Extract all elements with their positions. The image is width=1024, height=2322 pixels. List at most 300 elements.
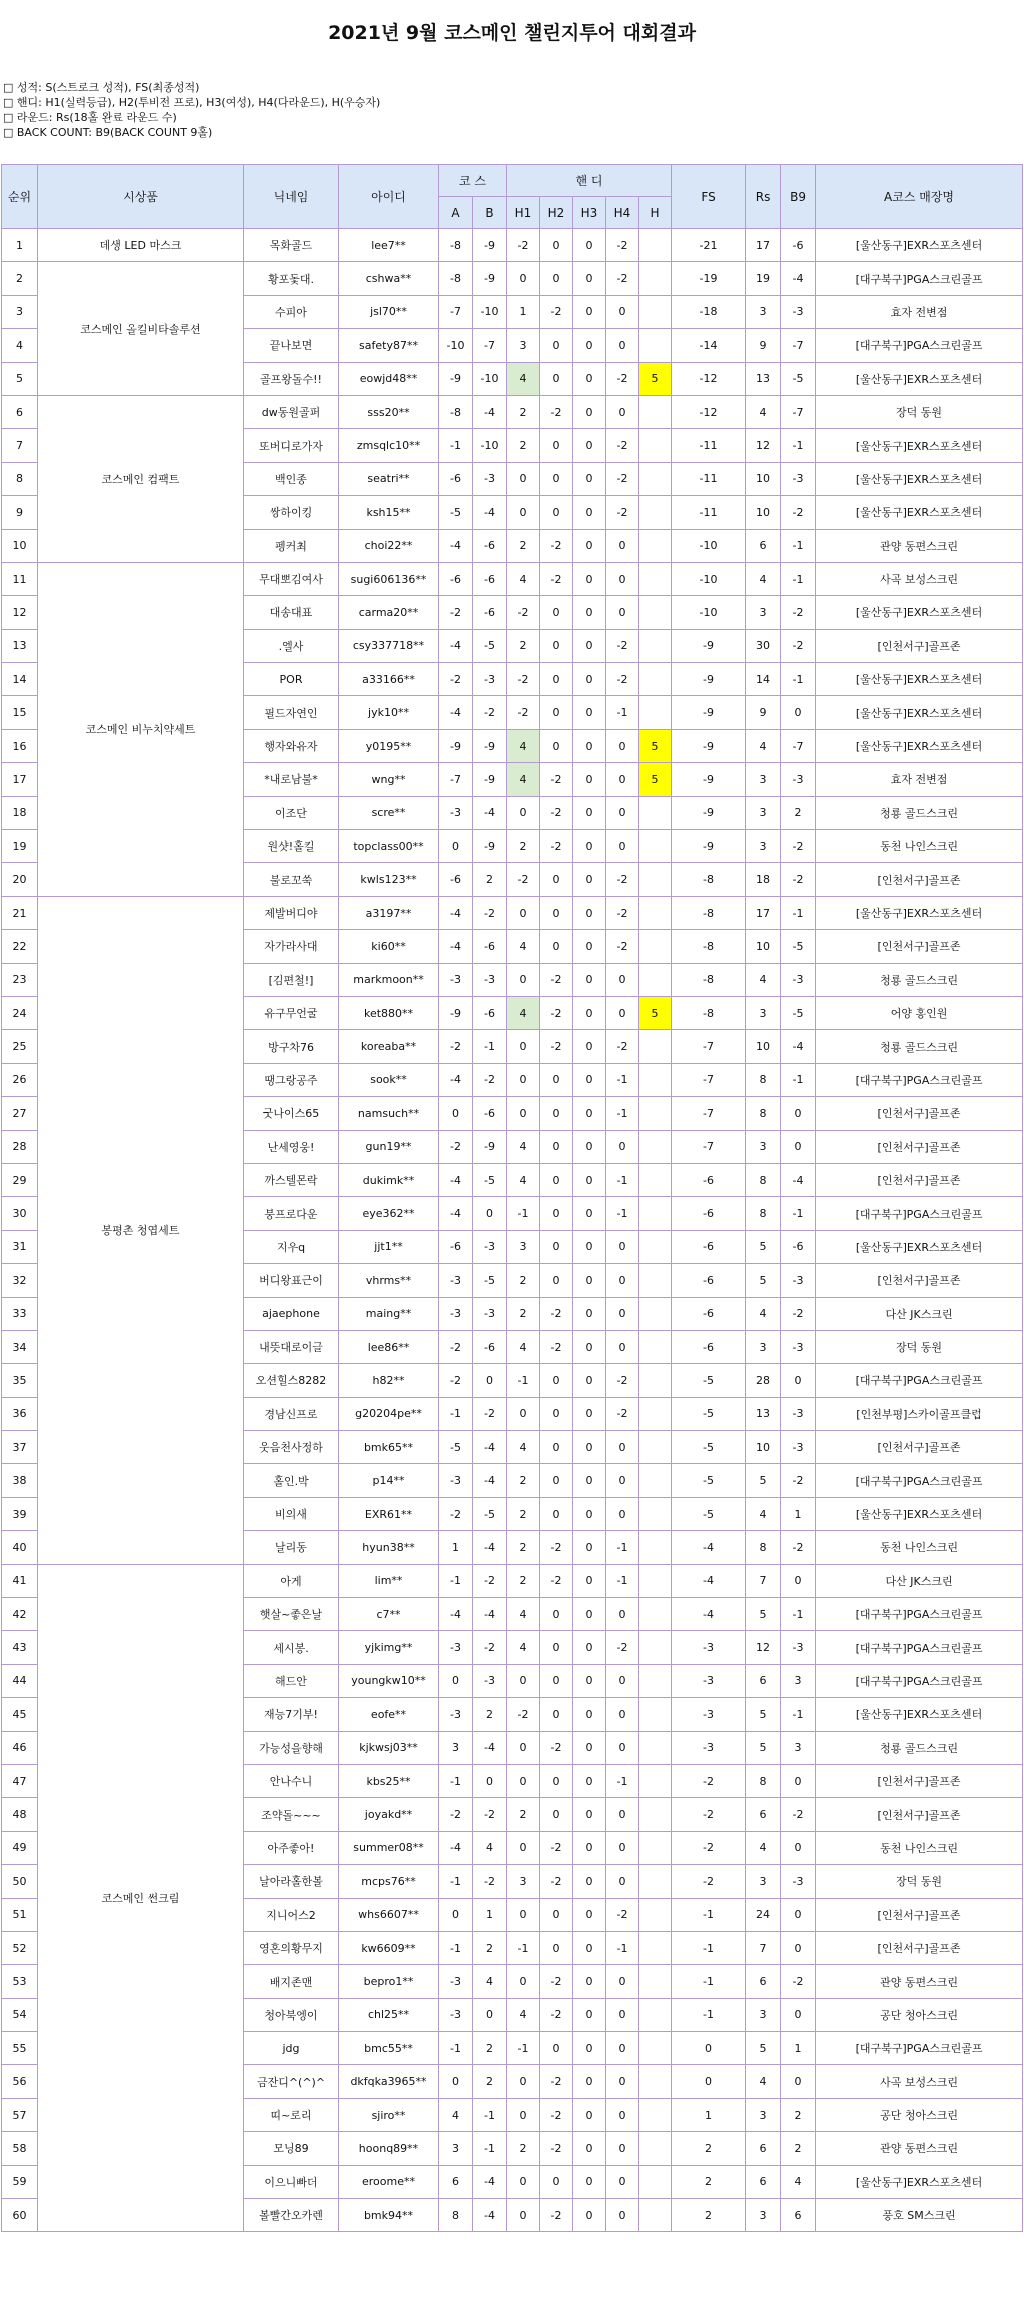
cell-h3: 0: [573, 1531, 606, 1564]
cell-h: [639, 295, 672, 328]
cell-id: wng**: [339, 763, 439, 796]
cell-h1: -2: [507, 596, 540, 629]
cell-rs: 10: [746, 496, 781, 529]
cell-h1: 4: [507, 996, 540, 1029]
cell-rank: 50: [2, 1865, 38, 1898]
cell-nickname: 쌍하이킹: [244, 496, 339, 529]
cell-nickname: 배지존맨: [244, 1965, 339, 1998]
cell-course-b: -4: [473, 1431, 507, 1464]
legend-backcount: □ BACK COUNT: B9(BACK COUNT 9홀): [3, 126, 213, 139]
cell-b9: -5: [781, 930, 816, 963]
cell-h: [639, 1431, 672, 1464]
cell-h1: 0: [507, 1097, 540, 1130]
cell-prize: 코스메인 비누치약세트: [38, 562, 244, 896]
cell-h1: -2: [507, 663, 540, 696]
cell-store: [인천서구]골프존: [816, 1898, 1023, 1931]
cell-b9: -5: [781, 996, 816, 1029]
results-table: [1, 164, 1023, 2232]
cell-h4: 0: [606, 1965, 639, 1998]
cell-rank: 37: [2, 1431, 38, 1464]
cell-course-b: -10: [473, 429, 507, 462]
cell-rank: 45: [2, 1698, 38, 1731]
cell-store: [인천서구]골프존: [816, 1097, 1023, 1130]
cell-rs: 8: [746, 1197, 781, 1230]
cell-b9: -3: [781, 1397, 816, 1430]
cell-nickname: 홀인.박: [244, 1464, 339, 1497]
cell-nickname: 굿나이스65: [244, 1097, 339, 1130]
cell-fs: -8: [672, 996, 746, 1029]
cell-id: a33166**: [339, 663, 439, 696]
cell-course-a: -4: [439, 1598, 473, 1631]
cell-store: 효자 전변점: [816, 295, 1023, 328]
cell-h1: 2: [507, 1497, 540, 1530]
cell-h4: 0: [606, 2165, 639, 2198]
cell-id: vhrms**: [339, 1264, 439, 1297]
cell-fs: -6: [672, 1163, 746, 1196]
cell-fs: -6: [672, 1330, 746, 1363]
cell-h4: -2: [606, 429, 639, 462]
cell-h2: 0: [540, 1264, 573, 1297]
cell-h: [639, 1931, 672, 1964]
cell-h2: 0: [540, 1631, 573, 1664]
cell-store: 청룡 골드스크린: [816, 1030, 1023, 1063]
cell-course-b: -2: [473, 1564, 507, 1597]
cell-h2: 0: [540, 1664, 573, 1697]
cell-rs: 5: [746, 1698, 781, 1731]
cell-h: [639, 1330, 672, 1363]
cell-h2: 0: [540, 1063, 573, 1096]
cell-h: [639, 896, 672, 929]
cell-b9: -1: [781, 562, 816, 595]
cell-store: [인천부평]스카이골프클럽: [816, 1397, 1023, 1430]
cell-rs: 5: [746, 1464, 781, 1497]
cell-h3: 0: [573, 596, 606, 629]
cell-nickname: 펭커최: [244, 529, 339, 562]
cell-h: [639, 1965, 672, 1998]
cell-h3: 0: [573, 1330, 606, 1363]
cell-h4: -1: [606, 1063, 639, 1096]
cell-h: [639, 562, 672, 595]
cell-course-a: -6: [439, 1230, 473, 1263]
cell-course-b: 2: [473, 863, 507, 896]
cell-h2: -2: [540, 1030, 573, 1063]
cell-h: 5: [639, 362, 672, 395]
cell-h2: 0: [540, 696, 573, 729]
cell-h: [639, 1831, 672, 1864]
cell-h4: -2: [606, 629, 639, 662]
cell-store: [대구북구]PGA스크린골프: [816, 1063, 1023, 1096]
cell-fs: -6: [672, 1264, 746, 1297]
cell-h: [639, 1731, 672, 1764]
cell-h2: 0: [540, 629, 573, 662]
cell-course-a: 3: [439, 2132, 473, 2165]
cell-rank: 18: [2, 796, 38, 829]
cell-course-b: -2: [473, 1631, 507, 1664]
cell-course-a: -9: [439, 362, 473, 395]
cell-course-a: -6: [439, 562, 473, 595]
cell-h1: -2: [507, 696, 540, 729]
cell-course-b: -1: [473, 1030, 507, 1063]
cell-id: maing**: [339, 1297, 439, 1330]
cell-course-b: 0: [473, 1764, 507, 1797]
cell-b9: -2: [781, 863, 816, 896]
cell-nickname: 목화골드: [244, 229, 339, 262]
cell-store: [대구북구]PGA스크린골프: [816, 1664, 1023, 1697]
legend-score: □ 성적: S(스트로크 성적), FS(최종성적): [3, 81, 200, 94]
cell-course-b: -6: [473, 1330, 507, 1363]
cell-id: zmsqlc10**: [339, 429, 439, 462]
cell-b9: -1: [781, 663, 816, 696]
cell-course-b: -3: [473, 963, 507, 996]
cell-h: [639, 1264, 672, 1297]
cell-h3: 0: [573, 1798, 606, 1831]
cell-id: y0195**: [339, 729, 439, 762]
cell-h4: 0: [606, 2032, 639, 2065]
cell-rs: 6: [746, 529, 781, 562]
cell-course-a: -4: [439, 696, 473, 729]
cell-rs: 4: [746, 1497, 781, 1530]
cell-h4: -2: [606, 496, 639, 529]
cell-rs: 5: [746, 1731, 781, 1764]
cell-course-a: -3: [439, 963, 473, 996]
cell-h2: 0: [540, 1798, 573, 1831]
cell-store: [울산동구]EXR스포츠센터: [816, 1497, 1023, 1530]
cell-b9: 2: [781, 796, 816, 829]
cell-course-b: -2: [473, 1798, 507, 1831]
cell-id: eowjd48**: [339, 362, 439, 395]
cell-rank: 31: [2, 1230, 38, 1263]
cell-h3: 0: [573, 1030, 606, 1063]
cell-h: [639, 796, 672, 829]
cell-rank: 3: [2, 295, 38, 328]
cell-id: kjkwsj03**: [339, 1731, 439, 1764]
cell-h3: 0: [573, 1163, 606, 1196]
cell-b9: -2: [781, 1798, 816, 1831]
cell-course-b: -4: [473, 1464, 507, 1497]
cell-h4: -2: [606, 896, 639, 929]
cell-store: 사곡 보성스크린: [816, 2065, 1023, 2098]
cell-rank: 23: [2, 963, 38, 996]
cell-rs: 3: [746, 2098, 781, 2131]
cell-b9: -2: [781, 596, 816, 629]
cell-h3: 0: [573, 1130, 606, 1163]
cell-rank: 56: [2, 2065, 38, 2098]
cell-h3: 0: [573, 1497, 606, 1530]
cell-h1: 4: [507, 562, 540, 595]
cell-fs: 0: [672, 2065, 746, 2098]
cell-course-a: -2: [439, 1030, 473, 1063]
cell-fs: -5: [672, 1397, 746, 1430]
cell-nickname: 방구차76: [244, 1030, 339, 1063]
cell-nickname: 띠~로리: [244, 2098, 339, 2131]
cell-h: [639, 1865, 672, 1898]
cell-course-b: 0: [473, 1197, 507, 1230]
cell-h1: 0: [507, 963, 540, 996]
header-store: A코스 매장명: [816, 165, 1023, 229]
cell-h: [639, 1230, 672, 1263]
cell-nickname: 유구무언굴: [244, 996, 339, 1029]
cell-rank: 6: [2, 395, 38, 428]
cell-h4: 0: [606, 1664, 639, 1697]
cell-store: [울산동구]EXR스포츠센터: [816, 2165, 1023, 2198]
header-h: H: [639, 197, 672, 229]
cell-h3: 0: [573, 1898, 606, 1931]
cell-rs: 6: [746, 1798, 781, 1831]
cell-rs: 3: [746, 596, 781, 629]
cell-store: 다산 JK스크린: [816, 1564, 1023, 1597]
cell-h1: 0: [507, 1764, 540, 1797]
cell-store: 동천 나인스크린: [816, 1831, 1023, 1864]
cell-store: [인천서구]골프존: [816, 1431, 1023, 1464]
cell-rank: 43: [2, 1631, 38, 1664]
cell-h1: 0: [507, 1063, 540, 1096]
cell-store: [울산동구]EXR스포츠센터: [816, 896, 1023, 929]
cell-id: seatri**: [339, 462, 439, 495]
cell-fs: -6: [672, 1230, 746, 1263]
cell-h4: 0: [606, 1798, 639, 1831]
cell-rank: 52: [2, 1931, 38, 1964]
cell-h2: -2: [540, 562, 573, 595]
cell-course-a: -7: [439, 763, 473, 796]
cell-h3: 0: [573, 362, 606, 395]
cell-id: koreaba**: [339, 1030, 439, 1063]
cell-rank: 40: [2, 1531, 38, 1564]
cell-nickname: 백인종: [244, 462, 339, 495]
cell-rank: 33: [2, 1297, 38, 1330]
cell-h3: 0: [573, 896, 606, 929]
cell-h2: -2: [540, 1831, 573, 1864]
cell-course-a: 4: [439, 2098, 473, 2131]
cell-rs: 13: [746, 1397, 781, 1430]
cell-h4: 0: [606, 1831, 639, 1864]
cell-h4: 0: [606, 830, 639, 863]
cell-course-a: -4: [439, 529, 473, 562]
cell-store: [울산동구]EXR스포츠센터: [816, 496, 1023, 529]
cell-id: dkfqka3965**: [339, 2065, 439, 2098]
cell-course-b: -3: [473, 462, 507, 495]
cell-course-a: -1: [439, 1564, 473, 1597]
cell-course-b: -3: [473, 1230, 507, 1263]
cell-course-a: -2: [439, 1130, 473, 1163]
cell-b9: -7: [781, 729, 816, 762]
cell-h3: 0: [573, 1931, 606, 1964]
cell-course-a: -1: [439, 1397, 473, 1430]
cell-h2: 0: [540, 2165, 573, 2198]
cell-nickname: [김편철!]: [244, 963, 339, 996]
cell-h4: 0: [606, 329, 639, 362]
cell-id: sugi606136**: [339, 562, 439, 595]
cell-rank: 17: [2, 763, 38, 796]
cell-b9: -4: [781, 1163, 816, 1196]
cell-nickname: 웃음천사정하: [244, 1431, 339, 1464]
cell-id: jjt1**: [339, 1230, 439, 1263]
cell-fs: -2: [672, 1798, 746, 1831]
cell-h2: 0: [540, 362, 573, 395]
cell-b9: 0: [781, 2065, 816, 2098]
cell-rank: 26: [2, 1063, 38, 1096]
cell-course-a: -1: [439, 2032, 473, 2065]
cell-h3: 0: [573, 696, 606, 729]
cell-h4: -2: [606, 930, 639, 963]
cell-h: [639, 1598, 672, 1631]
cell-course-a: -3: [439, 1631, 473, 1664]
cell-course-a: -9: [439, 996, 473, 1029]
cell-course-b: -3: [473, 663, 507, 696]
cell-store: [인천서구]골프존: [816, 629, 1023, 662]
cell-b9: 0: [781, 1831, 816, 1864]
cell-b9: 0: [781, 1364, 816, 1397]
cell-h1: 0: [507, 2098, 540, 2131]
cell-id: ksh15**: [339, 496, 439, 529]
cell-store: [대구북구]PGA스크린골프: [816, 262, 1023, 295]
cell-h1: 1: [507, 295, 540, 328]
cell-h: [639, 1698, 672, 1731]
cell-nickname: 필드자연인: [244, 696, 339, 729]
cell-fs: -7: [672, 1063, 746, 1096]
cell-rank: 60: [2, 2199, 38, 2232]
cell-course-b: -4: [473, 1531, 507, 1564]
cell-rank: 27: [2, 1097, 38, 1130]
cell-rank: 58: [2, 2132, 38, 2165]
cell-h4: -1: [606, 1163, 639, 1196]
cell-h4: -2: [606, 229, 639, 262]
cell-h2: -2: [540, 1531, 573, 1564]
cell-h2: 0: [540, 1931, 573, 1964]
cell-h1: 4: [507, 729, 540, 762]
cell-course-b: -6: [473, 529, 507, 562]
cell-h3: 0: [573, 996, 606, 1029]
cell-h1: 0: [507, 2065, 540, 2098]
cell-nickname: 재능7기부!: [244, 1698, 339, 1731]
cell-rank: 13: [2, 629, 38, 662]
cell-h1: 4: [507, 763, 540, 796]
cell-nickname: 수피아: [244, 295, 339, 328]
cell-h1: -1: [507, 2032, 540, 2065]
cell-nickname: 비의새: [244, 1497, 339, 1530]
cell-nickname: 금잔디^(^)^: [244, 2065, 339, 2098]
cell-fs: -14: [672, 329, 746, 362]
cell-rs: 3: [746, 1330, 781, 1363]
cell-store: [울산동구]EXR스포츠센터: [816, 596, 1023, 629]
cell-store: [대구북구]PGA스크린골프: [816, 1631, 1023, 1664]
cell-fs: -3: [672, 1631, 746, 1664]
cell-b9: 3: [781, 1731, 816, 1764]
cell-nickname: 행자와유자: [244, 729, 339, 762]
cell-nickname: 원샷!홀킬: [244, 830, 339, 863]
cell-h3: 0: [573, 1831, 606, 1864]
cell-h3: 0: [573, 262, 606, 295]
cell-h1: 4: [507, 1598, 540, 1631]
cell-store: 장덕 동원: [816, 1330, 1023, 1363]
cell-h: [639, 963, 672, 996]
cell-h1: 2: [507, 2132, 540, 2165]
cell-rs: 17: [746, 896, 781, 929]
cell-nickname: 제발버디야: [244, 896, 339, 929]
cell-rank: 15: [2, 696, 38, 729]
cell-course-a: -9: [439, 729, 473, 762]
cell-h2: 0: [540, 1464, 573, 1497]
cell-h: 5: [639, 996, 672, 1029]
cell-course-b: -6: [473, 1097, 507, 1130]
cell-store: [울산동구]EXR스포츠센터: [816, 462, 1023, 495]
cell-course-a: -2: [439, 596, 473, 629]
cell-h2: -2: [540, 1965, 573, 1998]
cell-course-a: -3: [439, 1698, 473, 1731]
cell-rank: 36: [2, 1397, 38, 1430]
cell-h: 5: [639, 729, 672, 762]
cell-course-a: -2: [439, 1330, 473, 1363]
cell-rs: 4: [746, 562, 781, 595]
cell-nickname: 영혼의황무지: [244, 1931, 339, 1964]
header-b9: B9: [781, 165, 816, 229]
cell-rs: 8: [746, 1097, 781, 1130]
cell-h: [639, 329, 672, 362]
cell-course-a: -7: [439, 295, 473, 328]
cell-h2: 0: [540, 229, 573, 262]
cell-id: chl25**: [339, 1998, 439, 2031]
cell-course-a: -6: [439, 863, 473, 896]
cell-store: [인천서구]골프존: [816, 1798, 1023, 1831]
cell-b9: -1: [781, 1197, 816, 1230]
cell-id: gun19**: [339, 1130, 439, 1163]
cell-fs: -3: [672, 1698, 746, 1731]
cell-h4: 0: [606, 562, 639, 595]
cell-rs: 3: [746, 1865, 781, 1898]
cell-course-a: 0: [439, 1097, 473, 1130]
cell-fs: -6: [672, 1197, 746, 1230]
cell-h: 5: [639, 763, 672, 796]
legend-round: □ 라운드: Rs(18홀 완료 라운드 수): [3, 111, 177, 124]
cell-rs: 3: [746, 830, 781, 863]
cell-course-a: -1: [439, 1931, 473, 1964]
cell-rank: 32: [2, 1264, 38, 1297]
cell-fs: -4: [672, 1564, 746, 1597]
cell-rs: 10: [746, 462, 781, 495]
cell-b9: 0: [781, 1764, 816, 1797]
cell-id: joyakd**: [339, 1798, 439, 1831]
cell-course-b: -2: [473, 1397, 507, 1430]
cell-course-b: -3: [473, 1297, 507, 1330]
cell-b9: -3: [781, 1330, 816, 1363]
cell-h4: 0: [606, 1731, 639, 1764]
cell-h4: 0: [606, 1297, 639, 1330]
cell-h4: 0: [606, 996, 639, 1029]
cell-rank: 46: [2, 1731, 38, 1764]
cell-h1: -1: [507, 1197, 540, 1230]
cell-fs: -1: [672, 1931, 746, 1964]
cell-h4: -2: [606, 1397, 639, 1430]
cell-h4: 0: [606, 1330, 639, 1363]
cell-id: h82**: [339, 1364, 439, 1397]
cell-course-b: -10: [473, 362, 507, 395]
cell-h3: 0: [573, 2098, 606, 2131]
cell-store: [대구북구]PGA스크린골프: [816, 1464, 1023, 1497]
cell-h2: -2: [540, 2199, 573, 2232]
cell-rs: 4: [746, 1831, 781, 1864]
cell-h2: 0: [540, 1698, 573, 1731]
cell-nickname: 내뜻대로이글: [244, 1330, 339, 1363]
cell-rs: 3: [746, 295, 781, 328]
cell-rs: 6: [746, 2132, 781, 2165]
cell-h: [639, 429, 672, 462]
cell-h4: -2: [606, 262, 639, 295]
cell-id: eye362**: [339, 1197, 439, 1230]
cell-h1: 2: [507, 1264, 540, 1297]
cell-h: [639, 2165, 672, 2198]
cell-h1: 4: [507, 1130, 540, 1163]
header-h2: H2: [540, 197, 573, 229]
cell-course-b: -4: [473, 395, 507, 428]
